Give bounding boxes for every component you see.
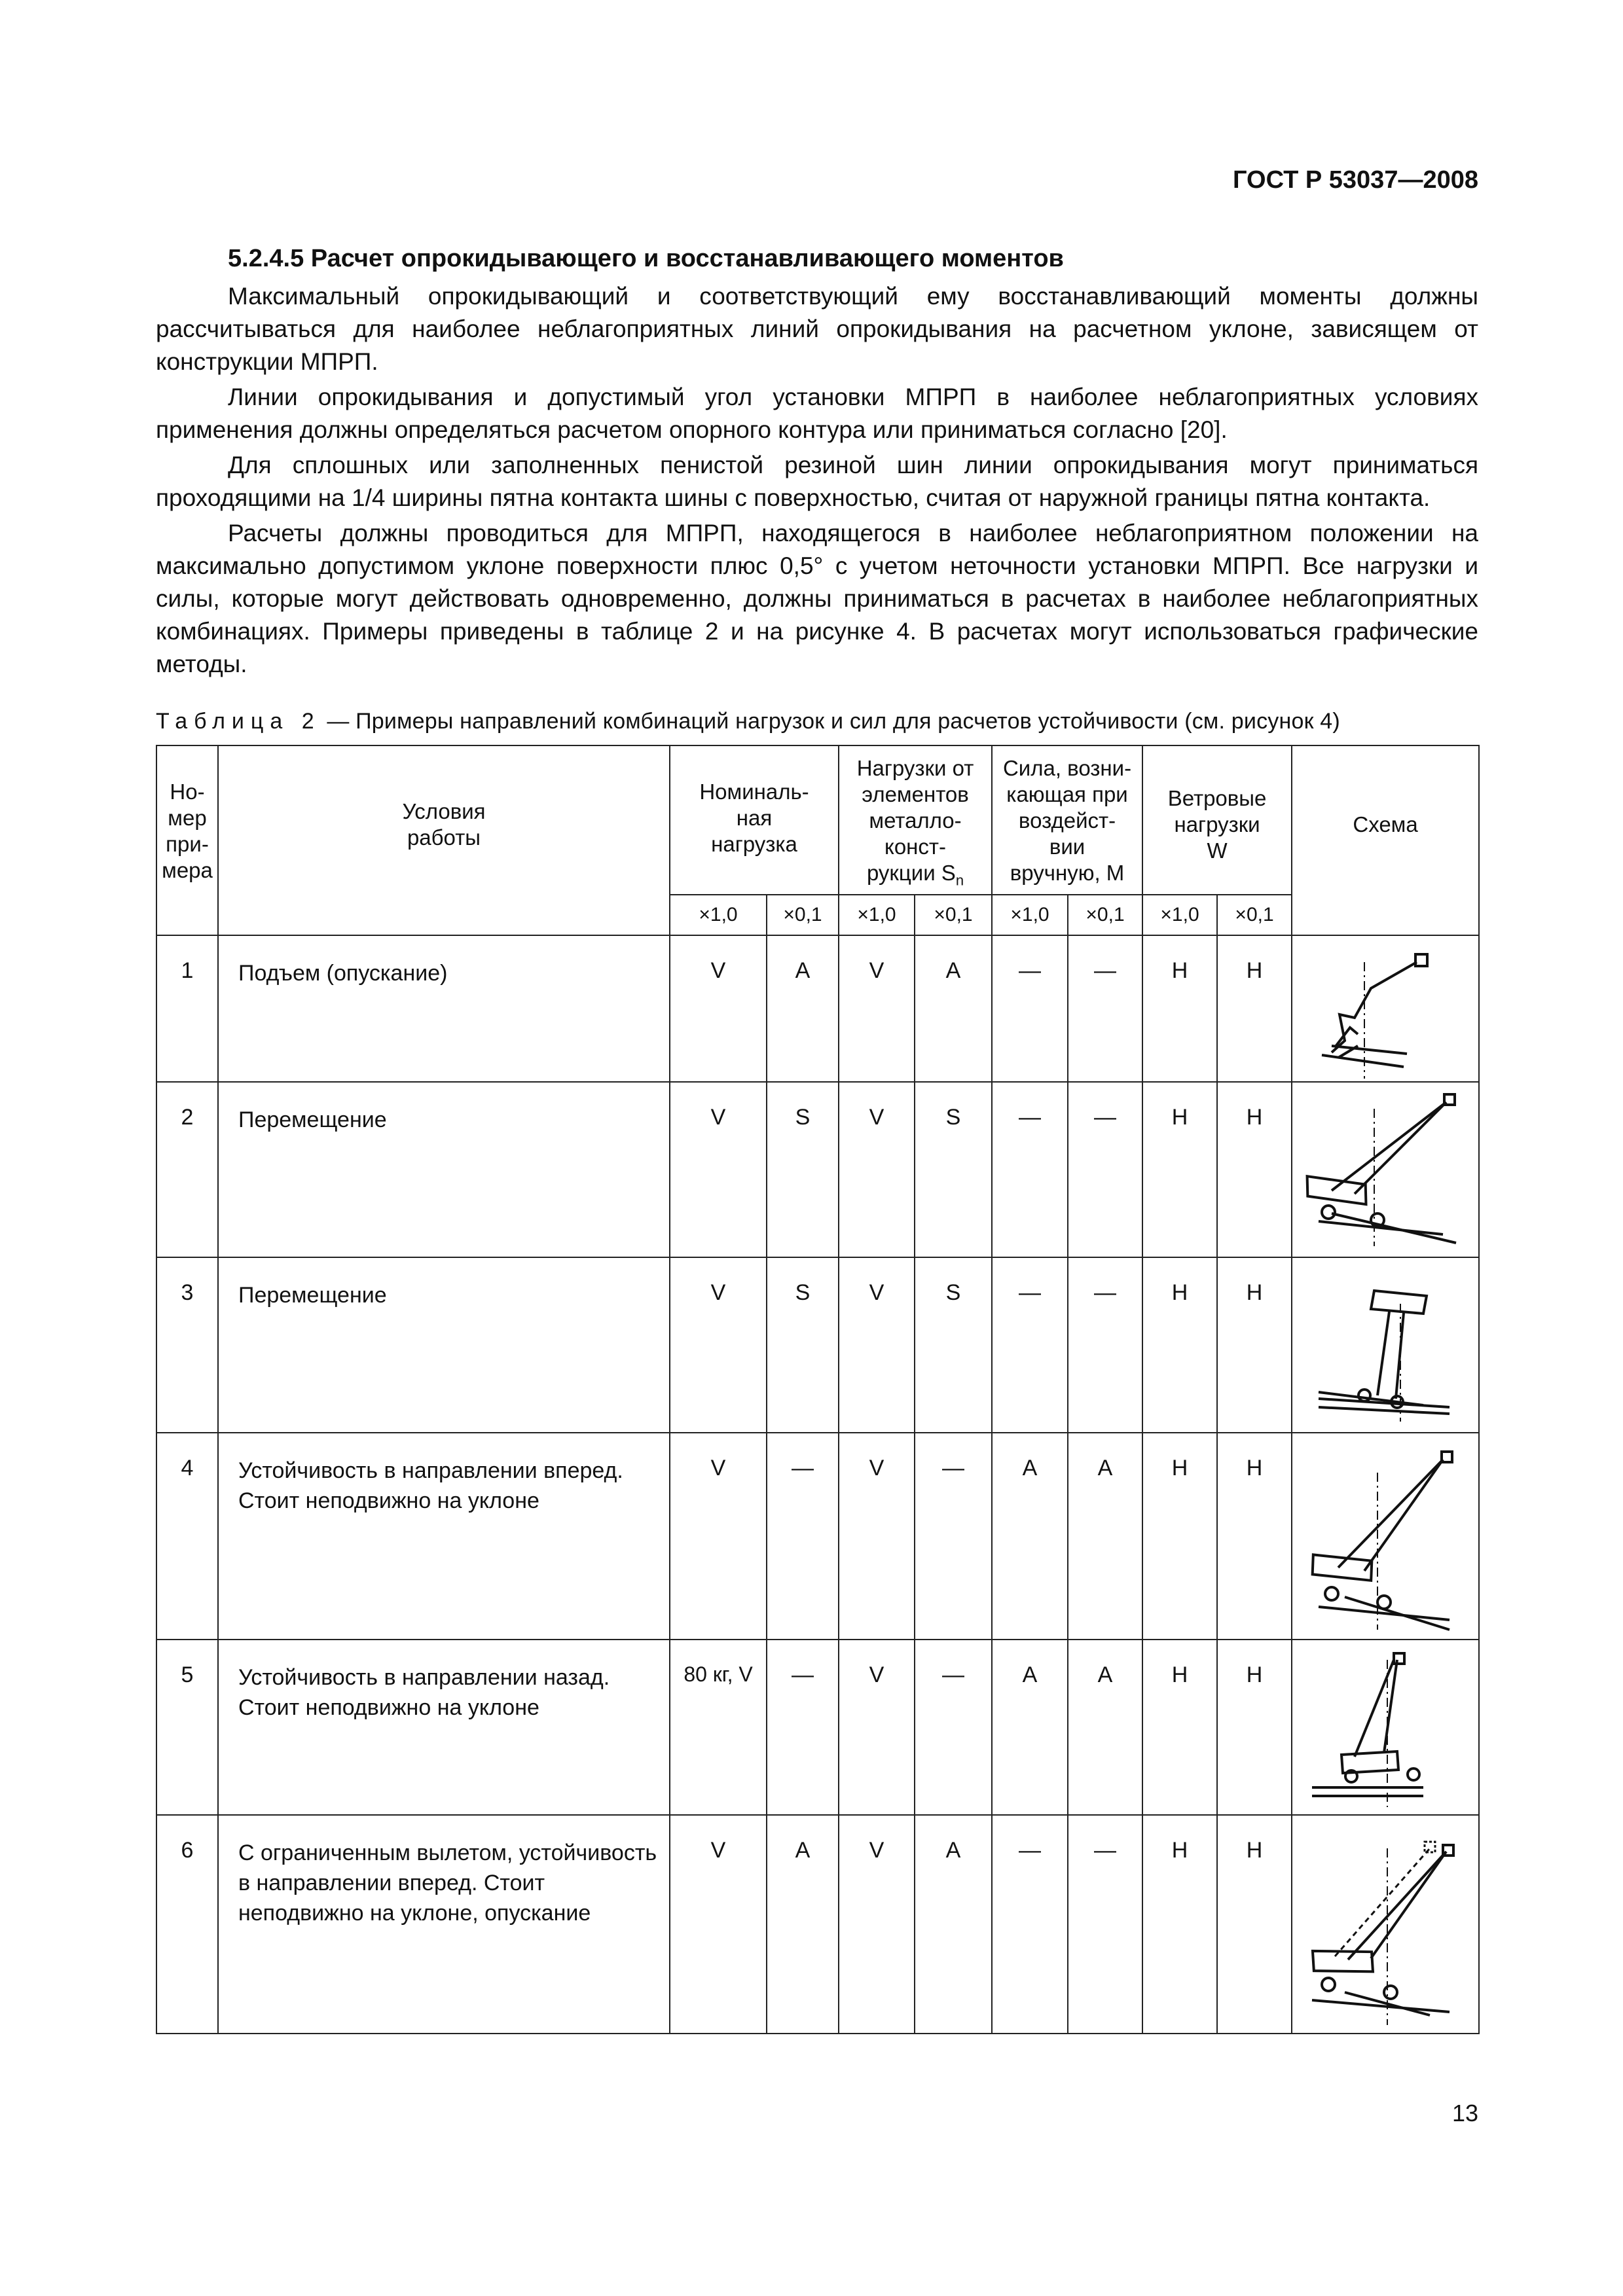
row-value: H xyxy=(1217,935,1292,1082)
row-value: — xyxy=(1068,1082,1142,1257)
factor-structure-1: ×1,0 xyxy=(839,895,915,935)
row-value: V xyxy=(839,1815,915,2034)
header-scheme: Схема xyxy=(1292,745,1479,935)
row-value: — xyxy=(992,935,1068,1082)
row-value: V xyxy=(839,1433,915,1640)
row-value: — xyxy=(992,1082,1068,1257)
row-value: H xyxy=(1142,1640,1217,1815)
row-value: H xyxy=(1217,1640,1292,1815)
scheme-cell xyxy=(1292,1257,1479,1433)
scheme-move-upright-diagram xyxy=(1292,1258,1478,1431)
row-value: A xyxy=(1068,1433,1142,1640)
table-header-row xyxy=(156,745,1479,895)
row-num: 5 xyxy=(156,1640,218,1815)
paragraph-1: Максимальный опрокидывающий и соответствующий ему восстанавливающий моменты должны рассчитываться для наиболее неблагоприятных линий опрокидывания на расчетном уклоне, зависящем от конструкции МПРП. xyxy=(156,283,1478,375)
row-conditions: Устойчивость в направлении назад. Стоит неподвижно на уклоне xyxy=(218,1640,670,1815)
scheme-lift-diagram xyxy=(1292,936,1478,1080)
page-content xyxy=(156,242,1478,2034)
scheme-forward-stability-diagram xyxy=(1292,1433,1478,1638)
table-row xyxy=(156,1815,1479,2034)
scheme-cell xyxy=(1292,935,1479,1082)
scheme-cell xyxy=(1292,1640,1479,1815)
row-value: — xyxy=(1068,1257,1142,1433)
row-value: — xyxy=(767,1433,839,1640)
header-num: Но- мер при- мера xyxy=(156,745,218,935)
row-value: V xyxy=(670,935,767,1082)
row-num: 6 xyxy=(156,1815,218,2034)
table-row xyxy=(156,1257,1479,1433)
row-conditions: С ограниченным вылетом, устойчивость в направлении вперед. Стоит неподвижно на уклоне, опускание xyxy=(218,1815,670,2034)
row-value: A xyxy=(1068,1640,1142,1815)
row-value: H xyxy=(1142,1257,1217,1433)
table-row xyxy=(156,1640,1479,1815)
section-title: 5.2.4.5 Расчет опрокидывающего и восстанавливающего моментов xyxy=(228,245,1064,272)
scheme-backward-stability-diagram xyxy=(1292,1640,1478,1813)
row-num: 2 xyxy=(156,1082,218,1257)
row-value: V xyxy=(839,1640,915,1815)
row-value: H xyxy=(1217,1433,1292,1640)
row-value: — xyxy=(992,1815,1068,2034)
row-value: A xyxy=(992,1640,1068,1815)
factor-wind-01: ×0,1 xyxy=(1217,895,1292,935)
header-wind-loads: Ветровые нагрузки W xyxy=(1142,745,1292,895)
row-value: H xyxy=(1217,1815,1292,2034)
row-value: H xyxy=(1142,1815,1217,2034)
table-row xyxy=(156,1082,1479,1257)
row-conditions: Перемещение xyxy=(218,1257,670,1433)
row-value: V xyxy=(670,1082,767,1257)
factor-nominal-1: ×1,0 xyxy=(670,895,767,935)
row-value: H xyxy=(1142,1082,1217,1257)
row-value: S xyxy=(915,1257,992,1433)
row-value: V xyxy=(670,1257,767,1433)
row-value: H xyxy=(1142,935,1217,1082)
table-caption xyxy=(156,707,1478,736)
factor-wind-1: ×1,0 xyxy=(1142,895,1217,935)
row-value: — xyxy=(992,1257,1068,1433)
row-value: A xyxy=(915,935,992,1082)
row-value: 80 кг, V xyxy=(670,1640,767,1815)
row-value: — xyxy=(915,1433,992,1640)
scheme-limited-reach-diagram xyxy=(1292,1816,1478,2032)
row-value: A xyxy=(767,935,839,1082)
row-value: V xyxy=(839,1082,915,1257)
row-value: A xyxy=(992,1433,1068,1640)
row-value: V xyxy=(670,1433,767,1640)
table-row xyxy=(156,1433,1479,1640)
paragraph-4: Расчеты должны проводиться для МПРП, находящегося в наиболее неблагоприятном положении на максимально допустимом уклоне поверхности плюс 0,5° с учетом неточности установки МПРП. Все нагрузки и силы, которые могут действовать одновременно, должны приниматься в расчетах в наиболее неблагоприятных комбинациях. Примеры приведены в таблице 2 и на рисунке 4. В расчетах могут использоваться графические методы. xyxy=(156,520,1478,677)
row-value: A xyxy=(767,1815,839,2034)
factor-nominal-01: ×0,1 xyxy=(767,895,839,935)
loads-table xyxy=(156,745,1480,2034)
row-value: — xyxy=(915,1640,992,1815)
paragraph-2: Линии опрокидывания и допустимый угол установки МПРП в наиболее неблагоприятных условиях применения должны определяться расчетом опорного контура или приниматься согласно [20]. xyxy=(156,384,1478,443)
row-conditions: Подъем (опускание) xyxy=(218,935,670,1082)
scheme-cell xyxy=(1292,1815,1479,2034)
row-value: H xyxy=(1217,1257,1292,1433)
row-value: — xyxy=(767,1640,839,1815)
page-number: 13 xyxy=(1451,2100,1478,2126)
row-conditions: Устойчивость в направлении вперед. Стоит неподвижно на уклоне xyxy=(218,1433,670,1640)
row-value: S xyxy=(767,1257,839,1433)
table-row xyxy=(156,935,1479,1082)
row-value: — xyxy=(1068,935,1142,1082)
row-num: 1 xyxy=(156,935,218,1082)
header-manual-force: Сила, возни- кающая при воздейст- вии вручную, M xyxy=(992,745,1142,895)
row-value: H xyxy=(1142,1433,1217,1640)
paragraph-3: Для сплошных или заполненных пенистой резиной шин линии опрокидывания могут приниматься проходящими на 1/4 ширины пятна контакта шины с поверхностью, считая от наружной границы пятна контакта. xyxy=(156,452,1478,511)
row-value: A xyxy=(915,1815,992,2034)
row-value: V xyxy=(839,935,915,1082)
row-num: 4 xyxy=(156,1433,218,1640)
table-caption-text: — Примеры направлений комбинаций нагрузок и сил для расчетов устойчивости (см. рисунок 4) xyxy=(320,709,1340,734)
row-value: V xyxy=(670,1815,767,2034)
factor-manual-01: ×0,1 xyxy=(1068,895,1142,935)
row-conditions: Перемещение xyxy=(218,1082,670,1257)
scheme-cell xyxy=(1292,1433,1479,1640)
row-num: 3 xyxy=(156,1257,218,1433)
factor-manual-1: ×1,0 xyxy=(992,895,1068,935)
header-nominal-load: Номиналь- ная нагрузка xyxy=(670,745,839,895)
row-value: S xyxy=(767,1082,839,1257)
row-value: S xyxy=(915,1082,992,1257)
row-value: V xyxy=(839,1257,915,1433)
header-structure-loads: Нагрузки от элементов металло- конст- рукции $S_n$ xyxy=(839,745,992,895)
header-conditions: Условия работы xyxy=(218,745,670,935)
factor-structure-01: ×0,1 xyxy=(915,895,992,935)
document-id: ГОСТ Р 53037—2008 xyxy=(1233,166,1478,194)
scheme-move-diagram xyxy=(1292,1083,1478,1255)
row-value: — xyxy=(1068,1815,1142,2034)
scheme-cell xyxy=(1292,1082,1479,1257)
table-caption-prefix: Таблица 2 xyxy=(156,709,321,734)
row-value: H xyxy=(1217,1082,1292,1257)
